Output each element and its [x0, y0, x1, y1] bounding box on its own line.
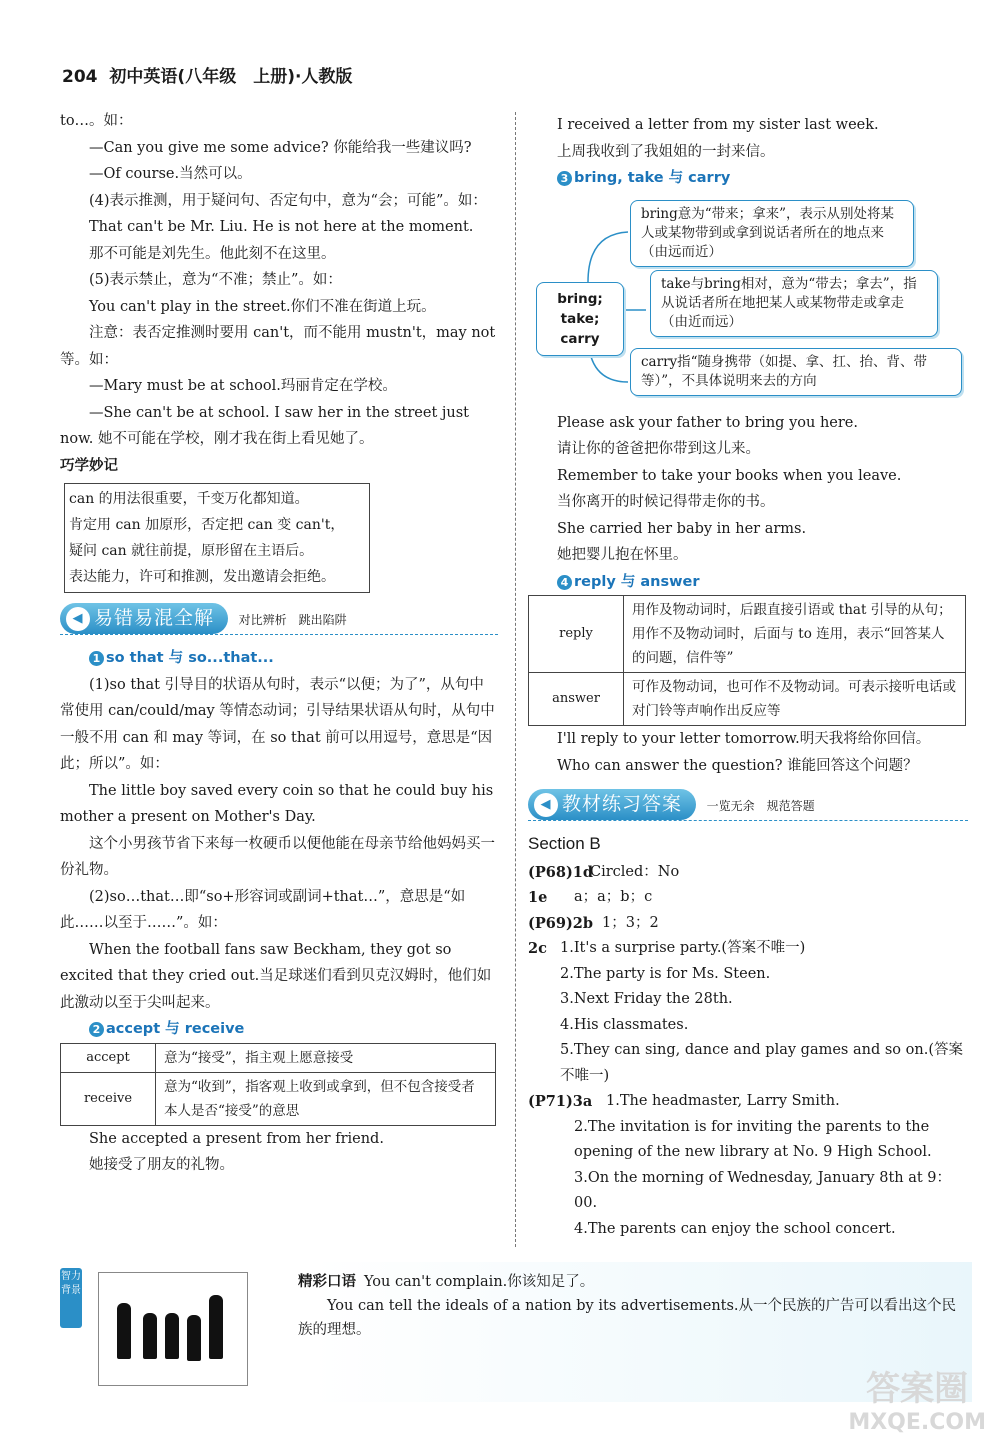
mindmap-node-carry: carry指“随身携带（如提、拿、扛、抬、背、带等）”，不具体说明来去的方向: [630, 348, 962, 396]
text-line: 她把婴儿抱在怀里。: [557, 547, 688, 563]
text-line: to…。如：: [60, 113, 133, 129]
answer-row: 5.They can sing, dance and play games and so on.(答案不唯一): [560, 1042, 963, 1084]
text-line: —Can you give me some advice? 你能给我一些建议吗?: [89, 139, 472, 156]
table-key: receive: [61, 1072, 156, 1125]
megaphone-icon: ◀: [66, 607, 90, 631]
text-line: 那不可能是刘先生。他此刻不在这里。: [89, 245, 336, 262]
mindmap-node-bring: bring意为“带来；拿来”，表示从别处将某人或某物带到或拿到说话者所在的地点来（由远而近）: [630, 200, 914, 267]
text-line: Please ask your father to bring you here.: [557, 414, 858, 431]
spoken-label: 精彩口语: [298, 1274, 356, 1290]
text-line: (1)so that 引导目的状语从句时，表示“以便；为了”，从句中常使用 can/could/may 等情态动词；引导结果状语从句时，从句中一般不用 can 和 may 等词，在 so that 前可以用逗号，意思是“因此；所以”。如：: [60, 676, 495, 772]
text-line: Who can answer the question? 谁能回答这个问题？: [557, 757, 918, 774]
answer-list: [528, 860, 968, 1243]
watermark-logo: 答案圈 MXQE.COM: [848, 1369, 986, 1435]
section-title: 易错易混全解: [94, 607, 215, 629]
section-b-heading: Section B: [528, 834, 601, 853]
answer-row: 2c 1.It's a surprise party.(答案不唯一): [528, 940, 806, 957]
section-subtitle: 一览无余 规范答题: [706, 799, 815, 813]
answer-row: 2.The invitation is for inviting the parents to the opening of the new library at No. 9 High School.: [574, 1118, 932, 1160]
table-key: accept: [61, 1043, 156, 1072]
right-column: [528, 112, 968, 1242]
page-header: [62, 62, 352, 87]
table-value: 用作及物动词时，后跟直接引语或 that 引导的从句；用作不及物动词时，后面与 to 连用，表示“回答某人的问题，信件等”: [624, 596, 966, 673]
answer-row: 4.The parents can enjoy the school concert.: [574, 1220, 896, 1237]
answer-row: 3.On the morning of Wednesday, January 8th at 9：00.: [574, 1169, 952, 1211]
subheading: 4 reply 与 answer: [528, 569, 968, 596]
spoken-english-box: [298, 1270, 968, 1342]
section-title-pill: [528, 789, 696, 820]
page-number: 204: [62, 67, 98, 87]
answer-row: 2.The party is for Ms. Steen.: [560, 965, 771, 982]
answer-row: (P71)3a 1.The headmaster, Larry Smith.: [528, 1093, 840, 1110]
text-line: 当你离开的时候记得带走你的书。: [557, 494, 775, 510]
comparison-table: [528, 595, 966, 726]
text-line: 她接受了朋友的礼物。: [89, 1157, 234, 1173]
mindmap-core: bring; take; carry: [536, 282, 624, 356]
section-banner: [528, 789, 968, 823]
text-line: (2)so…that…即“so+形容词或副词+that…”，意思是“如此……以至于……”。如：: [60, 888, 466, 931]
text-line: 注意：表否定推测时要用 can't，而不能用 mustn't，may not 等。如：: [60, 325, 496, 368]
left-column: [60, 108, 498, 1179]
text-line: —She can't be at school. I saw her in the street just now. 她不可能在学校，刚才我在街上看见她了。: [60, 404, 470, 447]
spoken-line-1: 精彩口语 You can't complain.你该知足了。: [298, 1274, 595, 1290]
memo-box: [64, 483, 370, 593]
text-line: She carried her baby in her arms.: [557, 520, 807, 537]
section-title: 教材练习答案: [562, 793, 683, 815]
column-divider: [515, 112, 516, 1247]
answer-row: 3.Next Friday the 28th.: [560, 991, 733, 1007]
megaphone-icon: ◀: [534, 793, 558, 817]
text-line: I'll reply to your letter tomorrow.明天我将给你回信。: [557, 731, 931, 747]
memo-line: can 的用法很重要，千变万化都知道。: [69, 491, 309, 507]
text-line: (4)表示推测，用于疑问句、否定句中，意为“会；可能”。如：: [89, 192, 487, 209]
table-row: [61, 1072, 496, 1125]
comparison-table: [60, 1043, 496, 1126]
table-row: [529, 673, 966, 726]
spoken-line-2: You can tell the ideals of a nation by its advertisements.从一个民族的广告可以看出这个民族的理想。: [298, 1298, 957, 1338]
answer-row: 1e a；a；b；c: [528, 889, 653, 906]
section-title-pill: [60, 603, 228, 634]
table-value: 意为“接受”，指主观上愿意接受: [156, 1043, 496, 1072]
text-line: (5)表示禁止，意为“不准；禁止”。如：: [89, 272, 342, 288]
text-line: 请让你的爸爸把你带到这儿来。: [557, 441, 760, 457]
illustration-people: [98, 1272, 248, 1386]
answer-row: 4.His classmates.: [560, 1016, 689, 1033]
text-line: She accepted a present from her friend.: [89, 1130, 384, 1147]
answer-row: (P69)2b 1；3；2: [528, 914, 659, 932]
answer-row: (P68)1d Circled：No: [528, 863, 680, 881]
table-value: 可作及物动词，也可作不及物动词。可表示接听电话或对门铃等声响作出反应等: [624, 673, 966, 726]
memo-line: 表达能力，许可和推测，发出邀请会拒绝。: [69, 569, 335, 585]
text-line: 上周我收到了我姐姐的一封来信。: [557, 143, 775, 160]
text-line: The little boy saved every coin so that he could buy his mother a present on Mother's Day.: [60, 782, 494, 825]
table-row: [529, 596, 966, 673]
subheading: 2 accept 与 receive: [60, 1016, 498, 1043]
text-line: You can't play in the street.你们不准在街道上玩。: [89, 298, 436, 315]
text-line: —Mary must be at school.玛丽肯定在学校。: [89, 378, 397, 394]
side-tag: 智力背景: [60, 1268, 82, 1328]
text-line: That can't be Mr. Liu. He is not here at the moment.: [89, 219, 474, 235]
subheading: 3 bring, take 与 carry: [528, 165, 968, 192]
text-line: —Of course.当然可以。: [89, 166, 252, 182]
table-key: answer: [529, 673, 624, 726]
memo-line: 肯定用 can 加原形，否定把 can 变 can't，: [69, 517, 345, 533]
table-value: 意为“收到”，指客观上收到或拿到，但不包含接受者本人是否“接受”的意思: [156, 1072, 496, 1125]
book-title: 初中英语(八年级 上册)·人教版: [109, 67, 353, 87]
text-line: 这个小男孩节省下来每一枚硬币以便他能在母亲节给他妈妈买一份礼物。: [60, 835, 495, 878]
text-line: Remember to take your books when you leave.: [557, 467, 902, 484]
section-subtitle: 对比辨析 跳出陷阱: [238, 613, 347, 627]
table-key: reply: [529, 596, 624, 673]
section-banner: [60, 603, 498, 637]
memo-line: 疑问 can 就往前提，原形留在主语后。: [69, 543, 314, 559]
mindmap-node-take: take与bring相对，意为“带去；拿去”，指从说话者所在地把某人或某物带走或拿走（由近而远）: [650, 270, 938, 337]
subheading: 1 so that 与 so...that...: [60, 645, 498, 672]
mindmap: [528, 194, 968, 406]
text-line: When the football fans saw Beckham, they got so excited that they cried out.当足球迷们看到贝克汉姆时，他们如此激动以至于尖叫起来。: [60, 941, 492, 1011]
table-row: [61, 1043, 496, 1072]
memo-title: 巧学妙记: [60, 457, 118, 474]
text-line: I received a letter from my sister last week.: [557, 117, 879, 133]
